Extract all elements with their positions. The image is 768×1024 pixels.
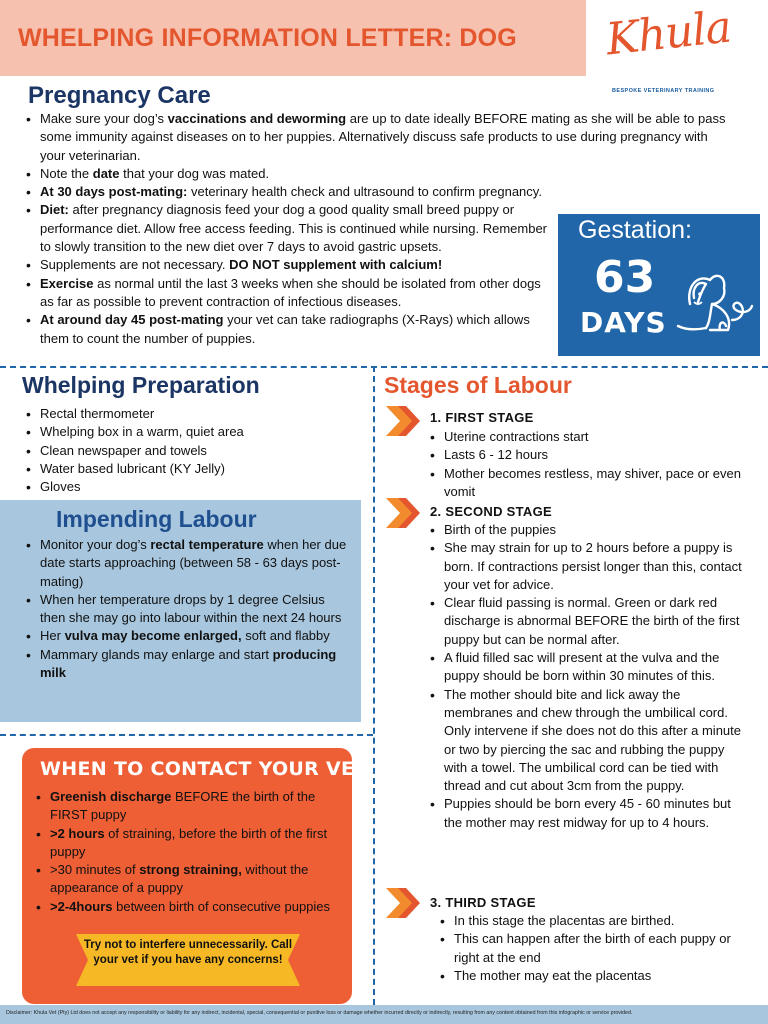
list-item: • Mammary glands may enlarge and start producing milk	[24, 646, 348, 683]
divider	[0, 734, 373, 736]
stages-of-labour-heading: Stages of Labour	[384, 372, 572, 398]
list-item: • Lasts 6 - 12 hours	[428, 446, 748, 464]
logo-script: Khula	[603, 1, 734, 66]
list-item: • Whelping box in a warm, quiet area	[24, 423, 354, 441]
contact-vet-heading: WHEN TO CONTACT YOUR VET:	[40, 758, 375, 780]
advice-banner-text: Try not to interfere unnecessarily. Call your vet if you have any concerns!	[83, 939, 293, 966]
second-stage-list	[428, 521, 748, 832]
list-item: • The mother should bite and lick away the membranes and chew through the umbilical cord. Only intervene if she does not do this after a minute or two by piercing the sac and rubbing the puppy with a towel. The umbilical cord can be tied with thread and cut about 3cm from the puppy.	[428, 686, 748, 796]
whelping-preparation-list	[24, 405, 354, 496]
logo	[603, 1, 766, 100]
list-item: • Uterine contractions start	[428, 428, 748, 446]
list-item: • Diet: after pregnancy diagnosis feed your dog a good quality small breed puppy or performance diet. Allow free access feeding. This is continued while nursing. Remember to slowly transition to the new diet over 7 days to avoid gastric upsets.	[24, 201, 550, 256]
list-item: • Monitor your dog’s rectal temperature when her due date starts approaching (between 58 - 63 days post-mating)	[24, 536, 348, 591]
list-item: • At 30 days post-mating: veterinary health check and ultrasound to confirm pregnancy.	[24, 183, 730, 201]
arrow-icon	[384, 404, 422, 438]
advice-banner	[76, 934, 300, 986]
divider	[373, 366, 375, 1005]
divider	[0, 366, 768, 368]
logo-subtitle: BESPOKE VETERINARY TRAINING	[612, 88, 715, 94]
list-item: • At around day 45 post-mating your vet can take radiographs (X-Rays) which allows them to count the number of puppies.	[24, 311, 550, 348]
contact-vet-list	[34, 788, 346, 916]
list-item: • In this stage the placentas are birthed.	[438, 912, 748, 930]
list-item: • The mother may eat the placentas	[438, 967, 748, 985]
first-stage-list	[428, 428, 748, 501]
list-item: • Birth of the puppies	[428, 521, 748, 539]
dog-icon	[676, 264, 754, 338]
list-item: • >2 hours of straining, before the birth of the first puppy	[34, 825, 346, 862]
list-item: • Exercise as normal until the last 3 weeks when she should be isolated from other dogs as far as possible to prevent contraction of infectious diseases.	[24, 275, 550, 312]
gestation-box	[558, 214, 760, 356]
list-item: • She may strain for up to 2 hours before a puppy is born. If contractions persist longer than this, contact your vet for advice.	[428, 539, 748, 594]
list-item: • Mother becomes restless, may shiver, pace or even vomit	[428, 465, 748, 502]
list-item: • Puppies should be born every 45 - 60 minutes but the mother may rest midway for up to 4 hours.	[428, 795, 748, 832]
gestation-label: Gestation:	[578, 216, 692, 244]
list-item: • Clean newspaper and towels	[24, 442, 354, 460]
gestation-unit: DAYS	[580, 306, 667, 339]
pregnancy-care-heading: Pregnancy Care	[28, 82, 211, 109]
disclaimer-text: Disclaimer: Khula Vet (Pty) Ltd does not accept any responsibility or liability for any indirect, incidental, special, consequential or punitive loss or damage whether incurred directly or indirectly, resulting from any content obtained from this infographic or service provided.	[6, 1010, 633, 1016]
gestation-number: 63	[594, 252, 656, 303]
list-item: • Rectal thermometer	[24, 405, 354, 423]
list-item: • A fluid filled sac will present at the vulva and the puppy should be born within 30 minutes of this.	[428, 649, 748, 686]
list-item: • Clear fluid passing is normal. Green or dark red discharge is abnormal BEFORE the birth of the first puppy but can be normal after.	[428, 594, 748, 649]
list-item: • Supplements are not necessary. DO NOT supplement with calcium!	[24, 256, 550, 274]
first-stage-heading: 1. FIRST STAGE	[430, 410, 534, 425]
whelping-preparation-heading: Whelping Preparation	[22, 372, 260, 398]
arrow-icon	[384, 496, 422, 530]
list-item: • When her temperature drops by 1 degree Celsius then she may go into labour within the next 24 hours	[24, 591, 348, 628]
page-title: WHELPING INFORMATION LETTER: DOG	[18, 24, 517, 52]
list-item: • Gloves	[24, 478, 354, 496]
list-item: • Her vulva may become enlarged, soft and flabby	[24, 627, 348, 645]
list-item: • This can happen after the birth of each puppy or right at the end	[438, 930, 748, 967]
list-item: • >2-4hours between birth of consecutive puppies	[34, 898, 346, 916]
disclaimer-bar	[0, 1005, 768, 1024]
list-item: • Water based lubricant (KY Jelly)	[24, 460, 354, 478]
impending-labour-heading: Impending Labour	[56, 506, 257, 532]
second-stage-heading: 2. SECOND STAGE	[430, 504, 553, 519]
arrow-icon	[384, 886, 422, 920]
impending-labour-box	[0, 500, 361, 722]
third-stage-list	[438, 912, 748, 985]
list-item: • Make sure your dog’s vaccinations and deworming are up to date ideally BEFORE mating as she will be able to pass some immunity against diseases on to her puppies. Alternatively discuss safe products to use during pregnancy with your veterinarian.	[24, 110, 730, 165]
list-item: • Greenish discharge BEFORE the birth of the FIRST puppy	[34, 788, 346, 825]
contact-vet-box	[22, 748, 375, 1004]
third-stage-heading: 3. THIRD STAGE	[430, 895, 536, 910]
list-item: • Note the date that your dog was mated.	[24, 165, 730, 183]
list-item: • >30 minutes of strong straining, without the appearance of a puppy	[34, 861, 346, 898]
impending-labour-list	[24, 536, 348, 682]
